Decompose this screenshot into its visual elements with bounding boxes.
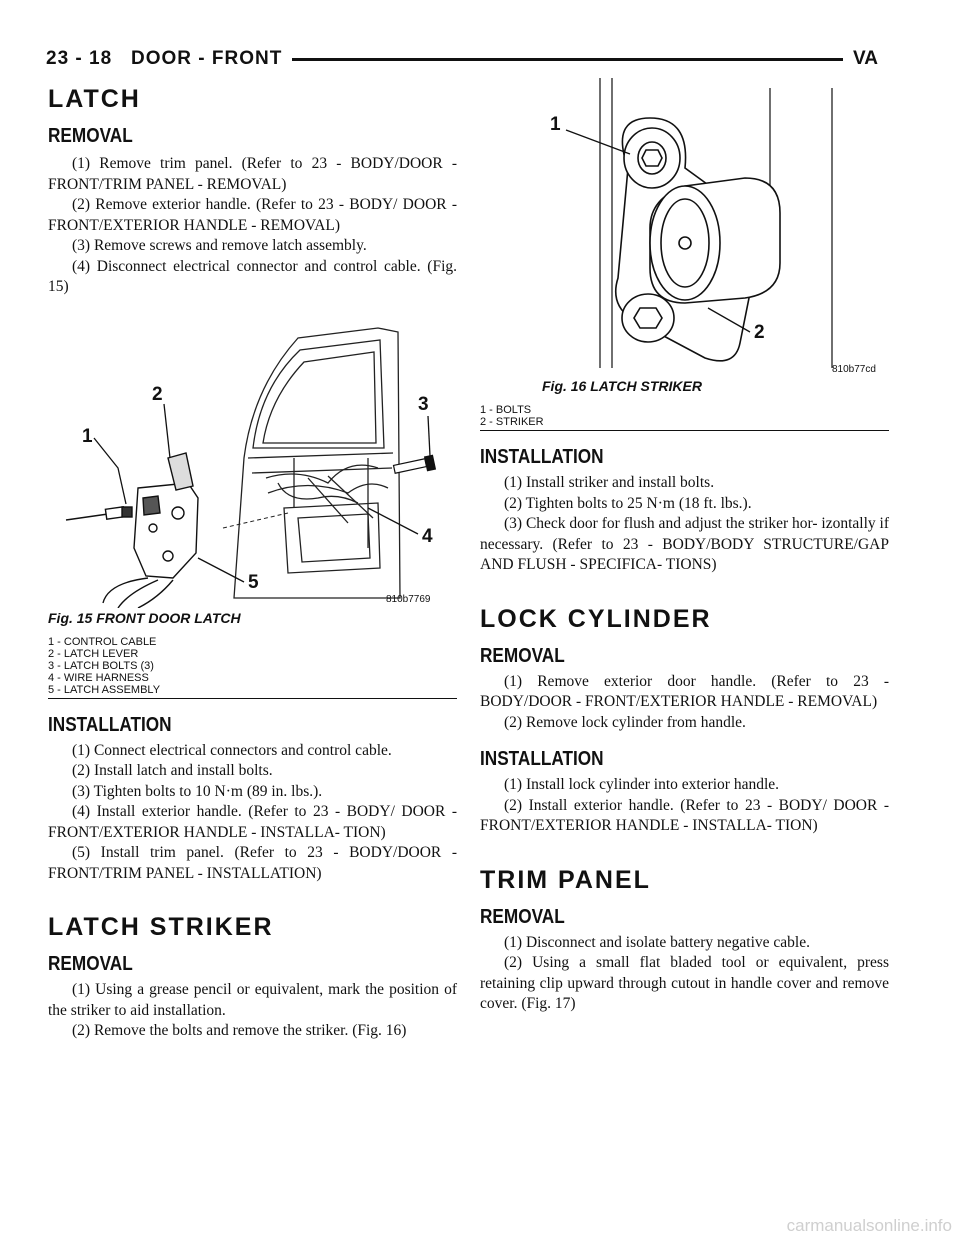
lock-removal-step: (1) Remove exterior door handle. (Refer to 23 - BODY/DOOR - FRONT/EXTERIOR HANDLE - REMOVAL) xyxy=(480,672,889,710)
callout-4: 4 xyxy=(422,525,433,547)
callout-5: 5 xyxy=(248,571,259,593)
striker-removal-step: (1) Using a grease pencil or equivalent, mark the position of the striker to aid installation. xyxy=(48,981,457,1019)
legend-item: 2 - STRIKER xyxy=(480,416,544,428)
fig-15-front-door-latch xyxy=(48,308,457,699)
fig-16-legend xyxy=(480,404,889,431)
latch-installation-heading: INSTALLATION xyxy=(48,713,172,736)
callout-1: 1 xyxy=(550,114,561,135)
fig-16-caption: Fig. 16 LATCH STRIKER xyxy=(542,378,702,394)
latch-striker-installation-heading: INSTALLATION xyxy=(480,446,604,468)
trim-panel-title: TRIM PANEL xyxy=(480,865,651,894)
legend-item: 2 - LATCH LEVER xyxy=(48,647,139,660)
latch-striker-title: LATCH STRIKER xyxy=(48,913,274,941)
latch-install-step: (2) Install latch and install bolts. xyxy=(72,762,273,779)
callout-3: 3 xyxy=(418,393,429,415)
latch-install-step: (4) Install exterior handle. (Refer to 23 - BODY/ DOOR - FRONT/EXTERIOR HANDLE - INSTALLA- TION) xyxy=(48,803,457,841)
latch-title: LATCH xyxy=(48,85,141,113)
left-column xyxy=(48,84,457,1042)
latch-install-step: (1) Connect electrical connectors and control cable. xyxy=(72,741,392,759)
legend-item: 4 - WIRE HARNESS xyxy=(48,671,149,684)
callout-1: 1 xyxy=(82,425,93,447)
callout-2: 2 xyxy=(754,322,765,343)
figure-code: 810b7769 xyxy=(386,593,431,605)
right-column xyxy=(480,78,889,1015)
striker-install-step: (2) Tighten bolts to 25 N·m (18 ft. lbs.). xyxy=(504,494,752,512)
trim-removal-step: (2) Using a small flat bladed tool or equivalent, press retaining clip upward through cutout in handle cover and remove cover. (Fig. 17) xyxy=(480,954,889,1012)
lock-cylinder-installation-heading: INSTALLATION xyxy=(480,748,604,770)
latch-removal-step: (1) Remove trim panel. (Refer to 23 - BODY/DOOR - FRONT/TRIM PANEL - REMOVAL) xyxy=(48,155,457,193)
striker-removal-step: (2) Remove the bolts and remove the striker. (Fig. 16) xyxy=(72,1022,407,1039)
legend-item: 1 - CONTROL CABLE xyxy=(48,635,157,648)
lock-cylinder-removal-heading: REMOVAL xyxy=(480,644,565,667)
callout-2: 2 xyxy=(152,383,163,405)
latch-removal-step: (3) Remove screws and remove latch assembly. xyxy=(72,237,367,254)
striker-install-step: (3) Check door for flush and adjust the striker hor- izontally if necessary. (Refer to 23 - BODY/BODY STRUCTURE/GAP AND FLUSH - SPECIFICA- TIONS) xyxy=(480,515,889,573)
trim-panel-removal-heading: REMOVAL xyxy=(480,905,565,928)
page-header xyxy=(46,48,878,70)
lock-install-step: (1) Install lock cylinder into exterior handle. xyxy=(504,776,780,793)
front-door-latch-illustration xyxy=(48,308,457,608)
legend-item: 1 - BOLTS xyxy=(480,404,532,416)
fig-16-latch-striker xyxy=(480,78,889,431)
trim-removal-step: (1) Disconnect and isolate battery negative cable. xyxy=(504,933,810,951)
legend-item: 3 - LATCH BOLTS (3) xyxy=(48,659,154,672)
legend-item: 5 - LATCH ASSEMBLY xyxy=(48,683,161,696)
latch-removal-heading: REMOVAL xyxy=(48,125,133,147)
latch-striker-removal-heading: REMOVAL xyxy=(48,953,133,975)
latch-removal-step: (4) Disconnect electrical connector and control cable. (Fig. 15) xyxy=(48,257,457,295)
lock-removal-step: (2) Remove lock cylinder from handle. xyxy=(504,713,746,731)
watermark-text: carmanualsonline.info xyxy=(786,1216,952,1235)
latch-removal-step: (2) Remove exterior handle. (Refer to 23 - BODY/ DOOR - FRONT/EXTERIOR HANDLE - REMOVAL) xyxy=(48,196,457,234)
latch-install-step: (5) Install trim panel. (Refer to 23 - BODY/DOOR - FRONT/TRIM PANEL - INSTALLATION) xyxy=(48,844,457,882)
header-model-code: VA xyxy=(843,48,878,70)
fig-15-legend xyxy=(48,636,457,699)
header-section-label: 23 - 18 DOOR - FRONT xyxy=(46,48,292,70)
striker-install-step: (1) Install striker and install bolts. xyxy=(504,474,715,491)
figure-code: 810b77cd xyxy=(832,364,876,375)
lock-cylinder-title: LOCK CYLINDER xyxy=(480,604,712,633)
fig-15-caption: Fig. 15 FRONT DOOR LATCH xyxy=(48,609,241,626)
lock-install-step: (2) Install exterior handle. (Refer to 23 - BODY/ DOOR - FRONT/EXTERIOR HANDLE - INSTALLA- TION) xyxy=(480,796,889,834)
latch-install-step: (3) Tighten bolts to 10 N·m (89 in. lbs.). xyxy=(72,782,323,800)
latch-striker-illustration xyxy=(480,78,880,378)
